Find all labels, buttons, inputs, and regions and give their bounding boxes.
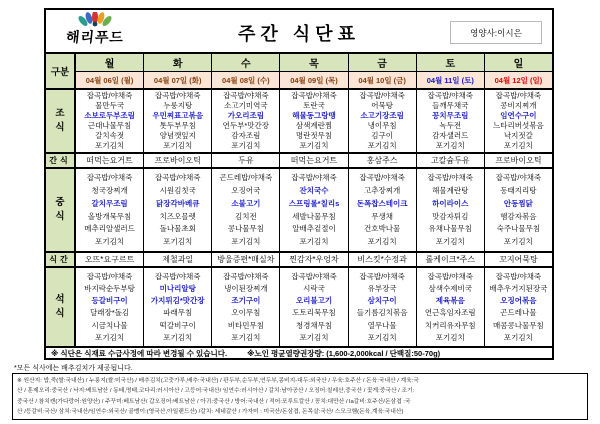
- menu-item: 포기김치: [95, 237, 125, 247]
- day-name: 월: [76, 54, 143, 71]
- origin-line: 산 / 훈제오리:중국산 / 낙지:베트남산 / 동태,명태,코다리:러시아산 / 고등어:국내산/ 임연수:러시아산 / 갈치:남아공산 / 오징어:칠레산,중국산 / 꽃게:중국산 / 조기:: [17, 388, 415, 395]
- menu-cell-lunch: [76, 167, 143, 251]
- day-column-화: [143, 54, 211, 346]
- main-dish-item: 잔치국수: [299, 186, 329, 196]
- menu-item: 바지락순두부탕: [84, 283, 135, 293]
- menu-cell-dinner: [485, 266, 552, 346]
- section-label-breakfast: 조식: [46, 88, 74, 152]
- menu-cell-snack1: 프로바이오틱: [485, 152, 552, 167]
- menu-item: 돌나물초회: [159, 224, 196, 234]
- day-name: 토: [417, 54, 484, 71]
- main-dish-item: 돈폭찹스테이크: [356, 198, 408, 208]
- menu-item: 소고기미역국: [224, 101, 268, 111]
- main-dish-item: 제육볶음: [435, 296, 465, 306]
- menu-cell-snack1: 홍삼주스: [349, 152, 416, 167]
- kimchi-note: *모든 식사에는 배추김치가 제공됩니다.: [14, 365, 133, 372]
- main-dish-item: 오징어볶음: [500, 296, 537, 306]
- menu-item: 곤드레나물: [500, 308, 537, 318]
- menu-item: 포기김치: [163, 237, 193, 247]
- menu-item: 낙지젓갈: [503, 131, 533, 141]
- menu-item: 청국장찌개: [91, 186, 128, 196]
- menu-item: 곤드레밥/야채죽: [219, 173, 273, 183]
- menu-cell-breakfast: [76, 88, 143, 152]
- day-date: 04월 06일 (월): [76, 71, 143, 88]
- nutritionist-badge: 영양사:이시은: [450, 21, 542, 44]
- menu-item: 포기김치: [95, 332, 125, 342]
- menu-item: 세발나물무침: [292, 211, 336, 221]
- menu-item: 포기김치: [503, 332, 533, 342]
- menu-item: 녹두전: [439, 121, 462, 131]
- menu-item: 도토리묵무침: [292, 308, 336, 318]
- menu-item: 갈치속젓: [95, 131, 125, 141]
- day-name: 수: [212, 54, 279, 71]
- menu-cell-snack2: 꼬지어묵탕: [485, 251, 552, 266]
- section-label-lunch: 중식: [46, 167, 74, 251]
- main-dish-item: 미나리알탕: [159, 283, 196, 293]
- menu-cell-lunch: [144, 167, 211, 251]
- day-date: 04월 12일 (일): [485, 71, 552, 88]
- menu-item: 파래무침: [163, 308, 193, 318]
- day-column-일: [484, 54, 552, 346]
- menu-item: 비타민무침: [227, 320, 264, 330]
- main-dish-item: 꽁치무조림: [432, 111, 469, 121]
- day-column-목: [279, 54, 347, 346]
- main-dish-item: 삼치구이: [367, 296, 397, 306]
- logo-text: 해리푸드: [65, 29, 125, 45]
- day-name: 목: [280, 54, 347, 71]
- menu-item: 해물계란탕: [432, 186, 469, 196]
- menu-item: 달래장*돌김: [89, 308, 130, 318]
- menu-item: 무생채: [371, 211, 393, 221]
- menu-item: 포기김치: [435, 237, 465, 247]
- menu-item: 잡곡밥/야채죽: [495, 271, 542, 281]
- menu-item: 포기김치: [435, 141, 465, 151]
- menu-item: 잡곡밥/야채죽: [359, 271, 405, 281]
- menu-item: 콩비지찌개: [500, 101, 537, 111]
- menu-item: 잡곡밥/야채죽: [154, 91, 201, 101]
- sheet-border-box: [44, 8, 554, 360]
- main-dish-item: 조기구이: [231, 296, 261, 306]
- menu-cell-snack1: 프로바이오틱: [144, 152, 211, 167]
- day-date: 04월 11일 (토): [417, 71, 484, 88]
- menu-item: 포기김치: [503, 141, 533, 151]
- menu-cell-dinner: [349, 266, 416, 346]
- menu-item: 냉이된장찌개: [224, 283, 268, 293]
- menu-item: 치커리유자무침: [424, 320, 476, 330]
- menu-item: 맛감자튀김: [432, 211, 469, 221]
- menu-item: 포기김치: [435, 332, 465, 342]
- menu-item: 잡곡밥/야채죽: [223, 271, 269, 281]
- menu-item: 포기김치: [367, 237, 397, 247]
- menu-cell-breakfast: [144, 88, 211, 152]
- menu-item: 잡곡밥/야채죽: [495, 91, 542, 101]
- menu-item: 톳두부무침: [159, 121, 196, 131]
- menu-cell-lunch: [212, 167, 279, 251]
- menu-item: 냉이무침: [367, 121, 397, 131]
- section-label-dinner: 석식: [46, 266, 74, 346]
- section-label-snack2: 식간: [46, 251, 74, 266]
- menu-item: 포기김치: [299, 332, 329, 342]
- corner-label: 구분: [46, 54, 74, 88]
- menu-item: 잡곡밥/야채죽: [154, 173, 201, 183]
- menu-item: 포기김치: [503, 237, 533, 247]
- menu-item: 잡곡밥/야채죽: [86, 271, 133, 281]
- menu-item: 김치전: [234, 211, 257, 221]
- menu-item: 연두부*맛간장: [222, 121, 270, 131]
- menu-item: 삼색계란찜: [295, 121, 333, 131]
- main-dish-item: 소보로두부조림: [84, 111, 135, 121]
- menu-cell-lunch: [280, 167, 347, 251]
- menu-item: 잡곡밥/야채죽: [495, 173, 542, 183]
- menu-item: 유부장국: [367, 283, 397, 293]
- menu-item: 잡곡밥/야채죽: [86, 173, 133, 183]
- menu-item: 포기김치: [163, 332, 193, 342]
- menu-item: 포기김치: [231, 332, 261, 342]
- menu-item: 포기김치: [367, 332, 397, 342]
- main-dish-item: 해물동그랑땡: [292, 111, 336, 121]
- day-date: 04월 08일 (수): [212, 71, 279, 88]
- menu-cell-snack1: 떠먹는요거트: [76, 152, 143, 167]
- menu-item: 시금치나물: [91, 320, 128, 330]
- menu-cell-snack2: 롤케이크*주스: [417, 251, 484, 266]
- main-dish-item: 가오리조림: [227, 111, 264, 121]
- menu-cell-breakfast: [349, 88, 416, 152]
- section-label-column: [46, 54, 76, 346]
- menu-item: 포기김치: [231, 141, 261, 151]
- main-dish-item: 닭장각바베큐: [155, 198, 200, 208]
- main-dish-item: 우민찌표고볶음: [152, 111, 204, 121]
- menu-item: 유채나물무침: [428, 224, 473, 234]
- main-dish-item: 소불고기: [231, 198, 261, 208]
- main-dish-item: 가지튀김*맛간장: [150, 296, 205, 306]
- menu-item: 햄감자볶음: [500, 211, 537, 221]
- menu-item: 연근흑임자조림: [424, 308, 476, 318]
- main-dish-item: 스프링롤*칠리s: [288, 198, 340, 208]
- menu-item: 물만두국: [95, 101, 125, 111]
- day-date: 04월 09일 (목): [280, 71, 347, 88]
- day-column-토: [416, 54, 484, 346]
- menu-cell-snack2: 오뜨*요구르트: [76, 251, 143, 266]
- main-dish-item: 소고기장조림: [360, 111, 404, 121]
- day-date: 04월 10일 (금): [349, 71, 416, 88]
- menu-cell-dinner: [417, 266, 484, 346]
- menu-item: 매콤콩나물무침: [493, 320, 544, 330]
- menu-item: 명란젓무침: [295, 131, 333, 141]
- menu-item: 배추우거지된장국: [489, 283, 548, 293]
- menu-item: 잡곡밥/야채죽: [359, 173, 405, 183]
- menu-cell-lunch: [417, 167, 484, 251]
- menu-item: 근대나물무침: [87, 121, 132, 131]
- origin-info-box: [12, 373, 588, 420]
- menu-item: 오징어국: [231, 186, 261, 196]
- menu-item: 시락국: [303, 283, 325, 293]
- menu-item: 김구이: [371, 131, 393, 141]
- page-title: 주간 식단표: [238, 24, 360, 44]
- menu-item: 포기김치: [231, 237, 261, 247]
- menu-item: 잡곡밥/야채죽: [427, 173, 474, 183]
- menu-item: 잡곡밥/야채죽: [291, 173, 337, 183]
- menu-cell-lunch: [349, 167, 416, 251]
- menu-item: 숙주나물무침: [496, 224, 541, 234]
- menu-notice-row: [46, 346, 552, 359]
- main-dish-item: 하이라이스: [432, 198, 469, 208]
- menu-item: 포기김치: [163, 141, 193, 151]
- weekly-menu-table: [46, 52, 552, 359]
- menu-cell-breakfast: [212, 88, 279, 152]
- menu-cell-lunch: [485, 167, 552, 251]
- menu-item: 올방개묵무침: [87, 211, 132, 221]
- menu-cell-snack1: 고칼슘두유: [417, 152, 484, 167]
- menu-item: 잡곡밥/야채죽: [154, 271, 201, 281]
- menu-item: 느타리버섯볶음: [493, 121, 544, 131]
- menu-cell-snack2: 방울증편*매실차: [212, 251, 279, 266]
- menu-item: 포기김치: [299, 237, 329, 247]
- menu-item: 콩나물무침: [227, 224, 264, 234]
- menu-cell-dinner: [280, 266, 347, 346]
- menu-cell-breakfast: [280, 88, 347, 152]
- menu-item: 누룽지탕: [163, 101, 193, 111]
- menu-cell-breakfast: [417, 88, 484, 152]
- section-label-snack1: 간식: [46, 152, 74, 167]
- menu-item: 열무나물: [367, 320, 397, 330]
- menu-cell-dinner: [144, 266, 211, 346]
- menu-item: 잡곡밥/야채죽: [359, 91, 405, 101]
- menu-item: 건호박나물: [364, 224, 401, 234]
- menu-item: 포기김치: [367, 141, 397, 151]
- menu-cell-snack1: 떠먹는요거트: [280, 152, 347, 167]
- calorie-notice: ※노인 평균열량권장량: (1,600-2,000kcal / 단백질:50-70g): [247, 349, 441, 358]
- day-name: 금: [349, 54, 416, 71]
- menu-item: 알배추겉절이: [292, 224, 336, 234]
- menu-item: 잡곡밥/야채죽: [223, 91, 269, 101]
- menu-item: 치즈오믈렛: [159, 211, 196, 221]
- origin-line: ※ 원산지: 밥,죽(쌀:국내산) / 누룽지(쌀:미국산) / 배추김치(고춧가루,배추:국내산) / 판두부,순두부,연두부,콩비지-대두:외국산 / 우육:호주산 / 돈육:국내산 / 계육:국: [17, 378, 419, 384]
- menu-cell-snack2: 찐감자*우엉차: [280, 251, 347, 266]
- menu-item: 잡곡밥/야채죽: [291, 91, 337, 101]
- menu-item: 토란국: [303, 101, 325, 111]
- menu-item: 동태지리탕: [500, 186, 537, 196]
- menu-item: 떡갈비구이: [159, 320, 196, 330]
- menu-item: 감자조림: [231, 131, 261, 141]
- day-column-수: [211, 54, 279, 346]
- menu-item: 포기김치: [299, 141, 329, 151]
- menu-item: 포기김치: [95, 141, 125, 151]
- menu-cell-dinner: [212, 266, 279, 346]
- main-dish-item: 갈치무조림: [91, 198, 128, 208]
- day-date: 04월 07일 (화): [144, 71, 211, 88]
- main-dish-item: 임연수구이: [500, 111, 537, 121]
- menu-item: 고추장찌개: [364, 186, 401, 196]
- menu-item: 잡곡밥/야채죽: [427, 271, 474, 281]
- main-dish-item: 오리불고기: [295, 296, 333, 306]
- day-column-월: [76, 54, 143, 346]
- menu-item: 감자샐러드: [432, 131, 469, 141]
- menu-item: 들깨무채국: [432, 101, 469, 111]
- menu-cell-breakfast: [485, 88, 552, 152]
- main-dish-item: 안동찜닭: [503, 198, 533, 208]
- menu-item: 잡곡밥/야채죽: [86, 91, 133, 101]
- menu-item: 청경채무침: [295, 320, 333, 330]
- day-name: 일: [485, 54, 552, 71]
- menu-item: 잡곡밥/야채죽: [427, 91, 474, 101]
- origin-line: 산 /등갈비:국산/ 삼치:국내산/임연수:외국산/ 골뱅이:(영국산,아일랜드산) /갈치: 세네갈산 / 가자미 : 미국산/돈삼겹, 돈목살:국산/ 스모크햄(돈육,계육:국내산): [17, 408, 404, 415]
- menu-item: 양념깻잎지: [159, 131, 196, 141]
- menu-item: 어묵탕: [371, 101, 393, 111]
- day-name: 화: [144, 54, 211, 71]
- menu-cell-snack1: 두유: [212, 152, 279, 167]
- menu-item: 메추리알샐러드: [84, 224, 135, 234]
- menu-item: 들기름김치볶음: [356, 308, 408, 318]
- menu-cell-snack2: 비스킷*수정과: [349, 251, 416, 266]
- menu-item: 잡곡밥/야채죽: [291, 271, 337, 281]
- origin-line: 중국산 / 참치캔(가다랑어:원양산) / 주꾸미:베트남산/ 갑오징어:베트남산 / 아귀:중국산 / 방어:국내산 / 적어:포루트칼산 / 꽁치:대만산 / la갈비:호주산/돈삼겹 :국: [17, 398, 411, 405]
- day-column-금: [348, 54, 416, 346]
- menu-item: 오이무침: [231, 308, 261, 318]
- menu-cell-dinner: [76, 266, 143, 346]
- menu-cell-snack2: 제철과일: [144, 251, 211, 266]
- main-dish-item: 등갈비구이: [91, 296, 128, 306]
- change-notice: ※ 식단은 식재료 수급사정에 따라 변경될 수 있습니다.: [51, 349, 228, 358]
- menu-item: 삼색수제비국: [428, 283, 473, 293]
- menu-item: 시원김칫국: [159, 186, 196, 196]
